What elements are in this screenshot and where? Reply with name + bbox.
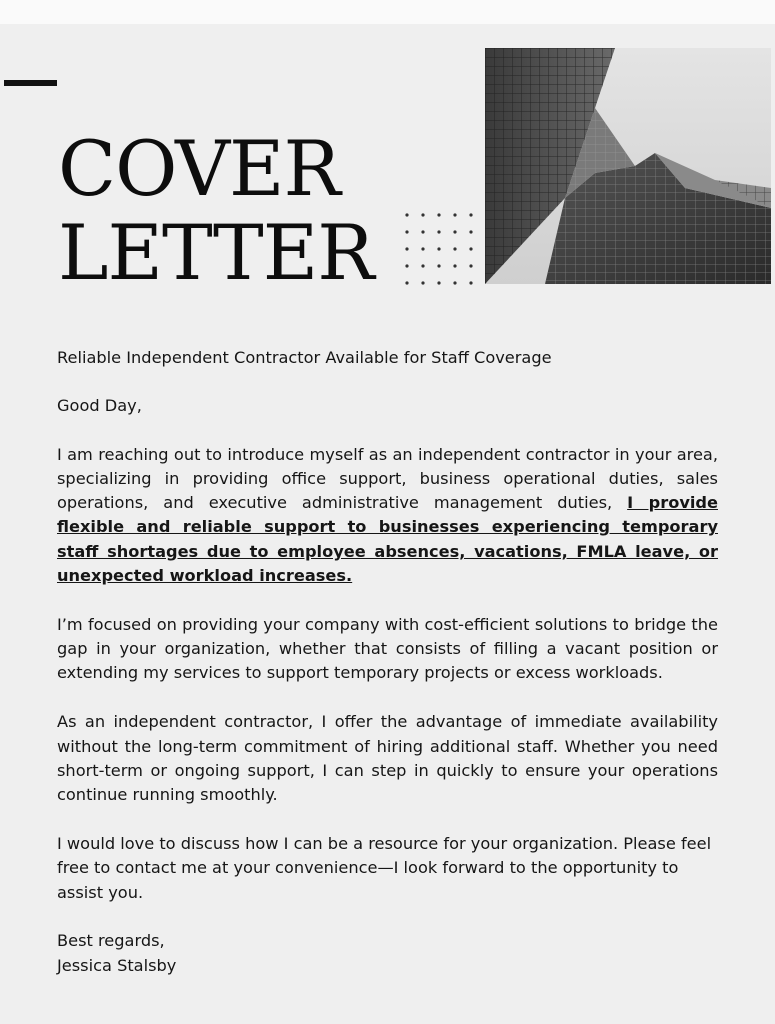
intro-text: I am reaching out to introduce myself as an independent contractor in your area, specializing in providing office support, business operational duties, sales operations, and executive administrative management duties, — [57, 444, 718, 513]
paragraph-contact: I would love to discuss how I can be a resource for your organization. Please feel free to contact me at your convenience—I look forward to the opportunity to assist you. — [57, 833, 712, 902]
paragraph-intro — [57, 443, 718, 589]
dot-grid-icon — [403, 211, 473, 289]
greeting: Good Day, — [57, 396, 142, 416]
signature: Jessica Stalsby — [57, 955, 177, 975]
emphasized-statement: I provide flexible and reliable support to businesses experiencing temporary staff shortages due to employee absences, vacations, FMLA leave, or unexpected workload increases. — [57, 493, 718, 586]
skyscraper-photo — [485, 48, 771, 284]
subject-line: Reliable Independent Contractor Available for Staff Coverage — [57, 348, 552, 367]
page-title — [58, 124, 374, 297]
title-line-2: LETTER — [58, 208, 374, 297]
paragraph-focus: I’m focused on providing your company with cost-efficient solutions to bridge the gap in your organization, whether that consists of filling a vacant position or extending my services to support temporary projects or excess workloads. — [57, 614, 718, 683]
accent-bar — [4, 80, 57, 86]
paragraph-advantage: As an independent contractor, I offer the advantage of immediate availability without the long-term commitment of hiring additional staff. Whether you need short-term or ongoing support, I can step in quickly to ensure your operations continue running smoothly. — [57, 712, 718, 805]
closing: Best regards, — [57, 931, 165, 951]
cover-letter-page — [0, 24, 775, 1024]
letter-body — [57, 346, 718, 978]
title-line-1: COVER — [58, 124, 340, 213]
